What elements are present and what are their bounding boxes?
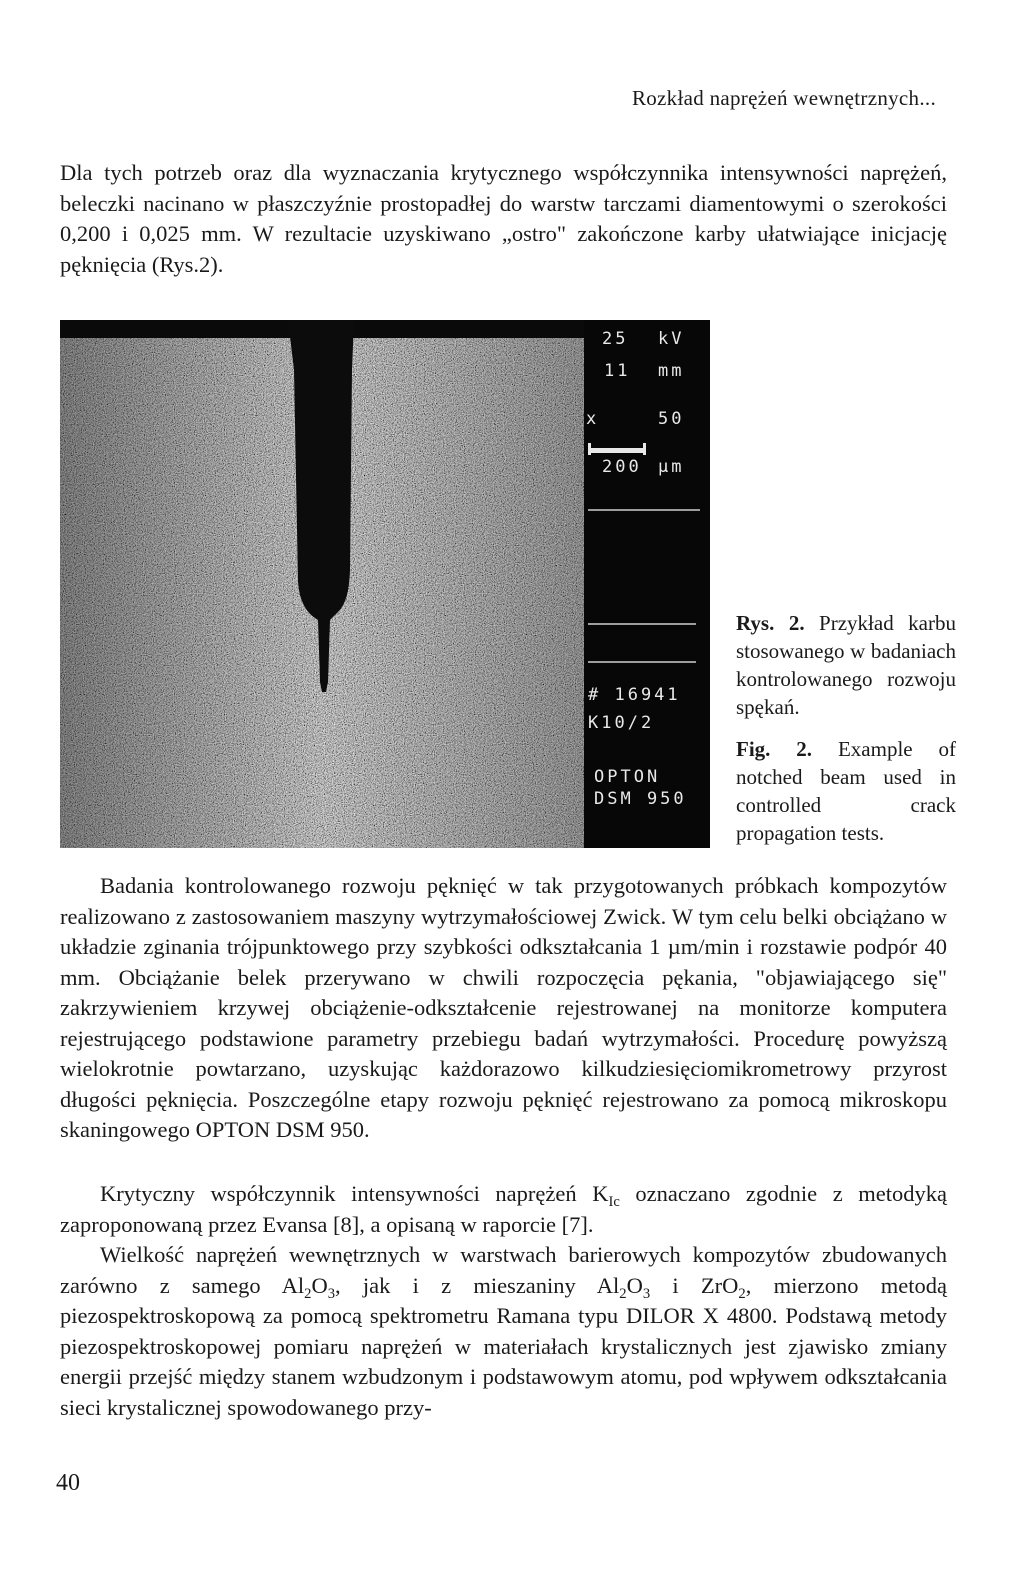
figure-caption-pl (736, 609, 956, 721)
sem-micrograph (60, 320, 710, 848)
dsm-model: DSM 950 (594, 789, 687, 809)
sample-code: K10/2 (588, 713, 655, 733)
paragraph-3: Krytyczny współczynnik intensywności naprężeń $K_{Ic}$ oznaczano zgodnie z metodyką zaproponowaną przez Evansa [8], a opisaną w raporcie [7]. (60, 1181, 948, 1237)
figure-caption-en (736, 735, 956, 847)
mag-symbol: x (586, 409, 600, 429)
page-number: 40 (56, 1470, 80, 1496)
kv-value: 25 (602, 329, 629, 349)
scale-bar (588, 448, 646, 453)
photo-number: # 16941 (588, 685, 681, 705)
scale-unit: µm (658, 457, 685, 477)
paragraph-4: Wielkość naprężeń wewnętrznych w warstwach barierowych kompozytów zbudowanych zarówno z samego $Al_2O_3$, jak i z mieszaniny $Al_2O_3$ i ZrO$_2$, mierzono metodą piezospektroskopową za pomocą spektrometru Ramana typu DILOR X 4800. Podstawą metody piezospektroskopowej pomiaru naprężeń w materiałach krystalicznych jest zjawisko zmiany energii przejść między stanem wzbudzonym i podstawowym atomu, pod wpływem odkształcania sieci krystalicznej spowodowanego przy- (60, 1242, 947, 1420)
wd-value: 11 (604, 361, 631, 381)
caption-en-label: Fig. 2. (736, 737, 813, 761)
running-header: Rozkład naprężeń wewnętrznych... (631, 86, 936, 110)
opton-brand: OPTON (594, 767, 661, 787)
caption-en-text: Example of notched beam used in controlled crack propagation tests. (736, 737, 956, 845)
caption-pl-text: Przykład karbu stosowanego w badaniach kontrolowanego rozwoju spękań. (736, 611, 956, 719)
scale-value: 200 (602, 457, 642, 477)
paragraph-1: Dla tych potrzeb oraz dla wyznaczania krytycznego współczynnika intensywności naprężeń, beleczki nacinano w płaszczyźnie prostopadłej do warstw tarczami diamentowymi o szerokości 0,200 i 0,025 mm. W rezultacie uzyskiwano „ostro" zakończone karby ułatwiające inicjację pęknięcia (Rys.2). (60, 160, 947, 277)
kv-unit: kV (658, 329, 685, 349)
paragraph-2: Badania kontrolowanego rozwoju pęknięć w tak przygotowanych próbkach kompozytów realizowano z zastosowaniem maszyny wytrzymałościowej Zwick. W tym celu belki obciążano w układzie zginania trójpunktowego przy szybkości odkształcania 1 µm/min i rozstawie podpór 40 mm. Obciążanie belek przerywano w chwili rozpoczęcia pękania, "objawiającego się" zakrzywieniem krzywej obciążenie-odkształcenie rejestrowanej na monitorze komputera rejestrującego podstawione parametry przebiegu badań wytrzymałości. Procedurę powyższą wielokrotnie powtarzano, uzyskując każdorazowo kilkudziesięciomikrometrowy przyrost długości pęknięcia. Poszczególne etapy rozwoju pęknięć rejestrowano za pomocą mikroskopu skaningowego OPTON DSM 950. (60, 873, 947, 1142)
mag-value: 50 (658, 409, 685, 429)
caption-pl-label: Rys. 2. (736, 611, 805, 635)
wd-unit: mm (658, 361, 685, 381)
